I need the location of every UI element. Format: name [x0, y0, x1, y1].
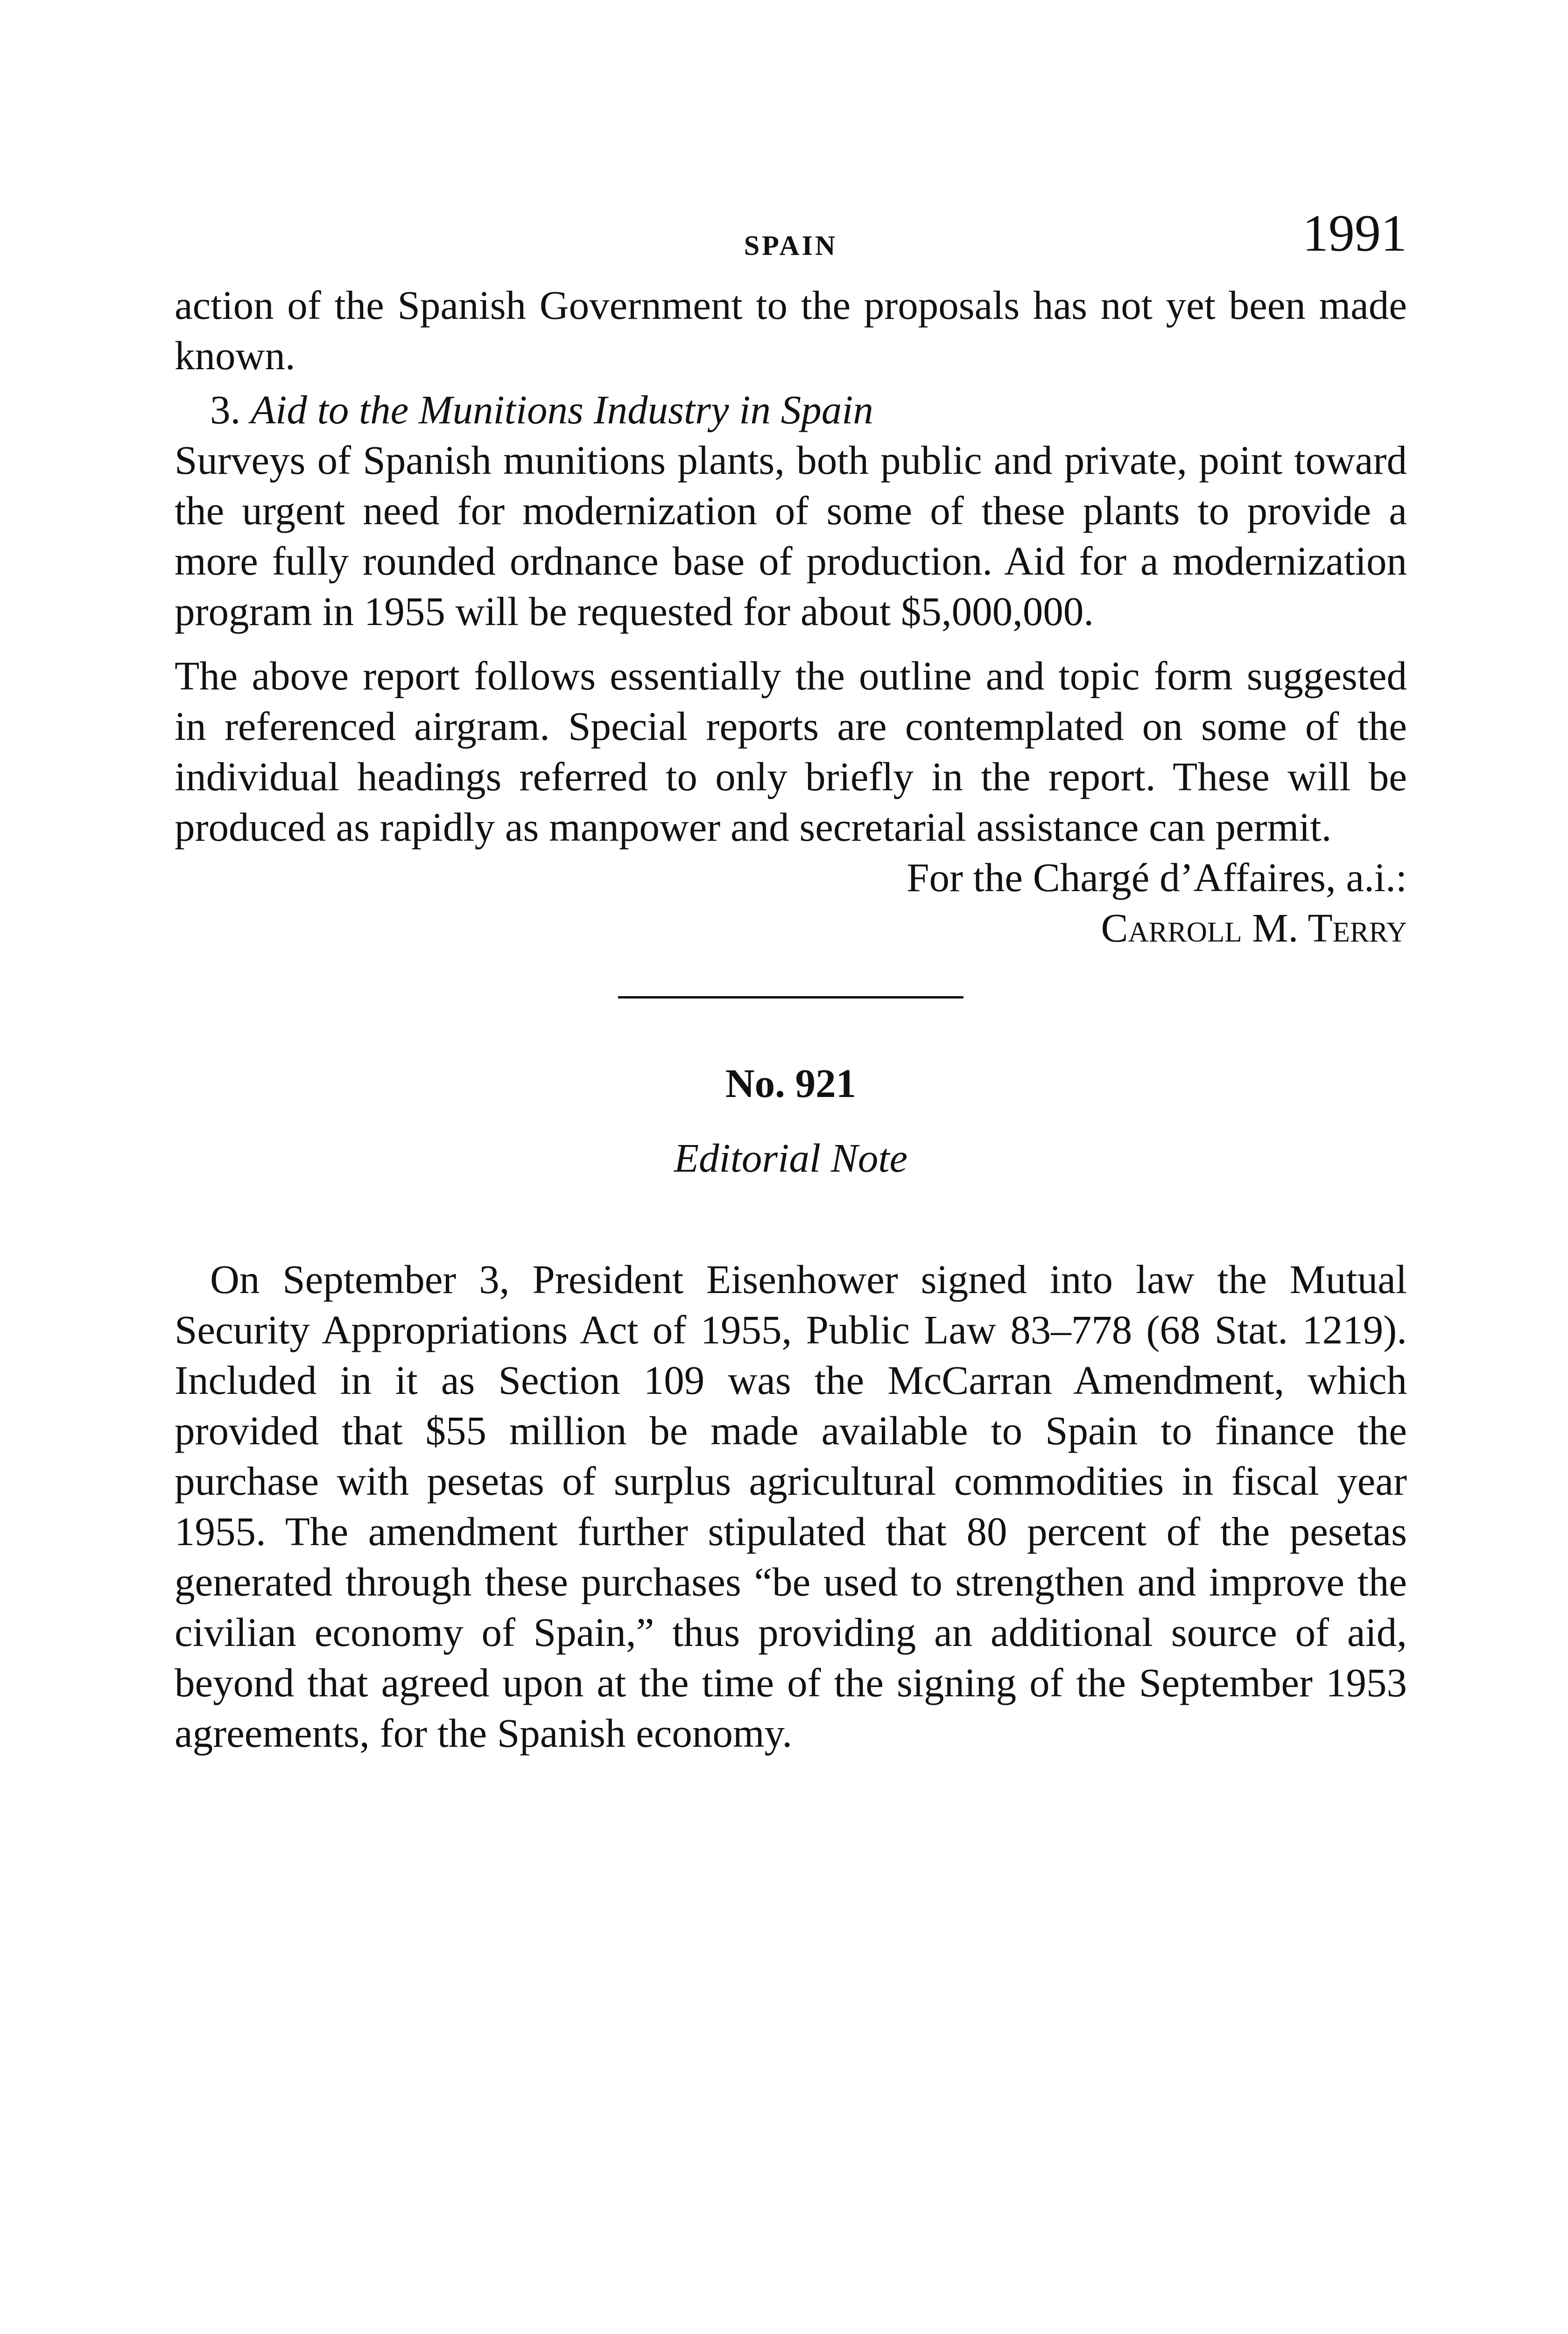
paragraph-report-summary: The above report follows essentially the outline and topic form suggested in referenced airgram. Special reports are contemplated on some of the individual headings referred to only briefly in the report. These will be produced as rapidly as manpower and secretarial assistance can permit.: [175, 653, 1407, 850]
subheading-title: Aid to the Munitions Industry in Spain: [251, 387, 873, 432]
paragraph-continued: action of the Spanish Government to the proposals has not yet been made known.: [175, 282, 1407, 378]
page-number: 1991: [1302, 204, 1407, 262]
running-head: [175, 205, 1407, 266]
document-title: Editorial Note: [674, 1135, 908, 1181]
signature-line: For the Chargé d’Affaires, a.i.:: [907, 855, 1407, 900]
subheading: [175, 385, 1407, 435]
section-divider: [618, 996, 963, 998]
document-number: No. 921: [725, 1061, 857, 1106]
paragraph-munitions: Surveys of Spanish munitions plants, both public and private, point toward the urgent need for modernization of some of these plants to provide a more fully rounded ordnance base of production. Aid for a modernization program in 1955 will be requested for about $5,000,000.: [175, 437, 1407, 634]
editorial-note-body: On September 3, President Eisenhower signed into law the Mutual Security Appropriations Act of 1955, Public Law 83–778 (68 Stat. 1219). Included in it as Section 109 was the McCarran Amendment, which provided that $55 million be made available to Spain to finance the purchase with pesetas of surplus agricultural commodities in fiscal year 1955. The amendment further stipulated that 80 percent of the pesetas generated through these purchases “be used to strengthen and improve the civilian economy of Spain,” thus providing an additional source of aid, beyond that agreed upon at the time of the signing of the September 1953 agreements, for the Spanish economy.: [175, 1257, 1407, 1756]
signature-block: [175, 852, 1407, 953]
subheading-number: 3.: [210, 387, 241, 432]
section-title: SPAIN: [744, 230, 838, 261]
document-page: [175, 205, 1407, 1758]
signatory-name: Carroll M. Terry: [1101, 905, 1407, 950]
